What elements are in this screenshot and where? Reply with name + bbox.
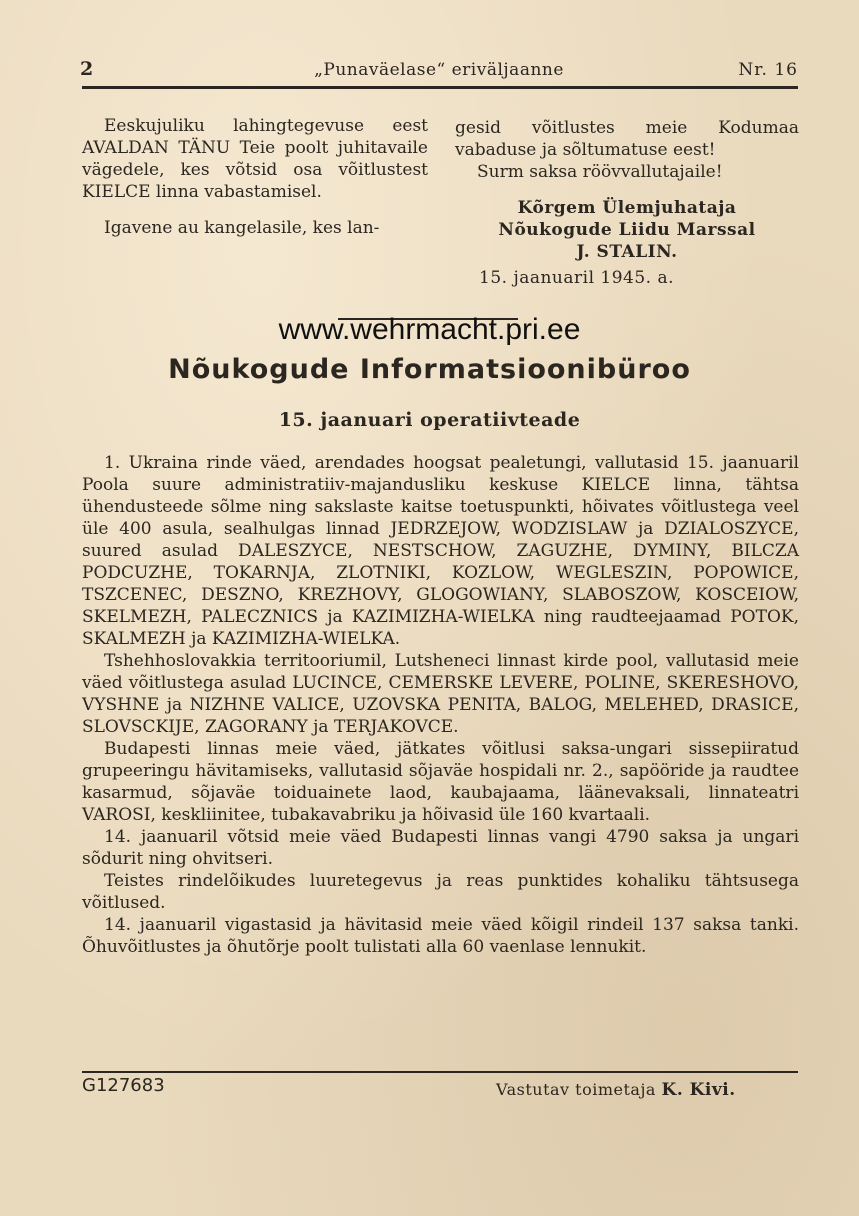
- print-code: G127683: [82, 1075, 165, 1096]
- bulletin-paragraph: 14. jaanuaril võtsid meie väed Budapesti linnas vangi 4790 saksa ja ungari sõdurit ning ohvitseri.: [82, 827, 799, 869]
- bulletin-paragraph: Tshehhoslovakkia territooriumil, Lutsheneci linnast kirde pool, vallutasid meie väed võitlustega asulad LUCINCE, CEMERSKE LEVERE, POLINE, SKERESHOVO, VYSHNE ja NIZHNE VALICE, UZOVSKA PENITA, BALOG, MELEHED, DRASICE, SLOVSCKIJE, ZAGORANY ja TERJAKOVCE.: [82, 651, 799, 737]
- order-paragraph: Eeskujuliku lahingtegevuse eest AVALDAN TÄNU Teie poolt juhitavaile vägedele, kes võtsid osa võitlustest KIELCE linna vabastamisel.: [82, 116, 428, 202]
- order-date: 15. jaanuaril 1945. a.: [479, 268, 675, 288]
- order-slogan: Surm saksa röövvallutajaile!: [477, 162, 723, 182]
- footer-rule: [82, 1071, 798, 1073]
- bureau-heading: Nõukogude Informatsioonibüroo: [168, 354, 691, 385]
- bulletin-paragraph: Budapesti linnas meie väed, jätkates võitlusi saksa-ungari sissepiiratud grupeeringu hävitamiseks, vallutasid sõjaväe hospidali nr. 2., sapööride ja raudtee kasarmud, sõjaväe toiduainete laod, kaubajaama, läänevaksali, linnateatri VAROSI, keskliinitee, tubakavabriku ja hõivasid üle 160 kvartaali.: [82, 739, 799, 825]
- editor-credit: [496, 1080, 736, 1100]
- publication-title: „Punaväelase“ eriväljaanne: [314, 60, 564, 80]
- order-left-column: [82, 115, 428, 239]
- bureau-subheading: 15. jaanuari operatiivteade: [278, 409, 581, 431]
- header-rule: [82, 86, 798, 89]
- bulletin-paragraph: 1. Ukraina rinde väed, arendades hoogsat pealetungi, vallutasid 15. jaanuaril Poola suure administratiiv-majandusliku keskuse KIELCE linna, tähtsa ühendusteede sõlme ning sakslaste kaitse toetuspunkti, hõivates võitlustega veel üle 400 asula, sealhulgas linnad JEDRZEJOW, WODZISLAW ja DZIALOSZYCE, suured asulad DALESZYCE, NESTSCHOW, ZAGUZHE, DYMINY, BILCZA PODCUZHE, TOKARNJA, ZLOTNIKI, KOZLOW, WEGLESZIN, POPOWICE, TSZCENEC, DESZNO, KREZHOVY, GLOGOWIANY, SLABOSZOW, KOSCEIOW, SKELMEZH, PALECZNICS ja KAZIMIZHA-WIELKA ning raudteejaamad POTOK, SKALMEZH ja KAZIMIZHA-WIELKA.: [82, 453, 799, 649]
- page-number: 2: [80, 58, 94, 80]
- signature-title: Kõrgem Ülemjuhataja: [517, 198, 737, 218]
- watermark: www.wehrmacht.pri.ee: [278, 313, 581, 346]
- bulletin-paragraph: 14. jaanuaril vigastasid ja hävitasid meie väed kõigil rindeil 137 saksa tanki. Õhuvõitlustes ja õhutõrje poolt tulistati alla 60 vaenlase lennukit.: [82, 915, 799, 957]
- issue-number: Nr. 16: [738, 60, 798, 80]
- bulletin-paragraph: Teistes rindelõikudes luuretegevus ja reas punktides kohaliku tähtsusega võitlused.: [82, 871, 799, 913]
- order-paragraph: Igavene au kangelasile, kes lan-: [104, 218, 380, 238]
- page-header: [80, 58, 798, 84]
- editor-name: K. Kivi.: [661, 1080, 736, 1100]
- bulletin-body: [82, 452, 799, 958]
- editor-label: Vastutav toimetaja: [496, 1080, 656, 1099]
- signature-name: J. STALIN.: [576, 242, 678, 262]
- order-paragraph: gesid võitlustes meie Kodumaa vabaduse ja sõltumatuse eest!: [455, 118, 799, 160]
- order-right-column: [455, 117, 799, 289]
- signature-rank: Nõukogude Liidu Marssal: [498, 220, 756, 240]
